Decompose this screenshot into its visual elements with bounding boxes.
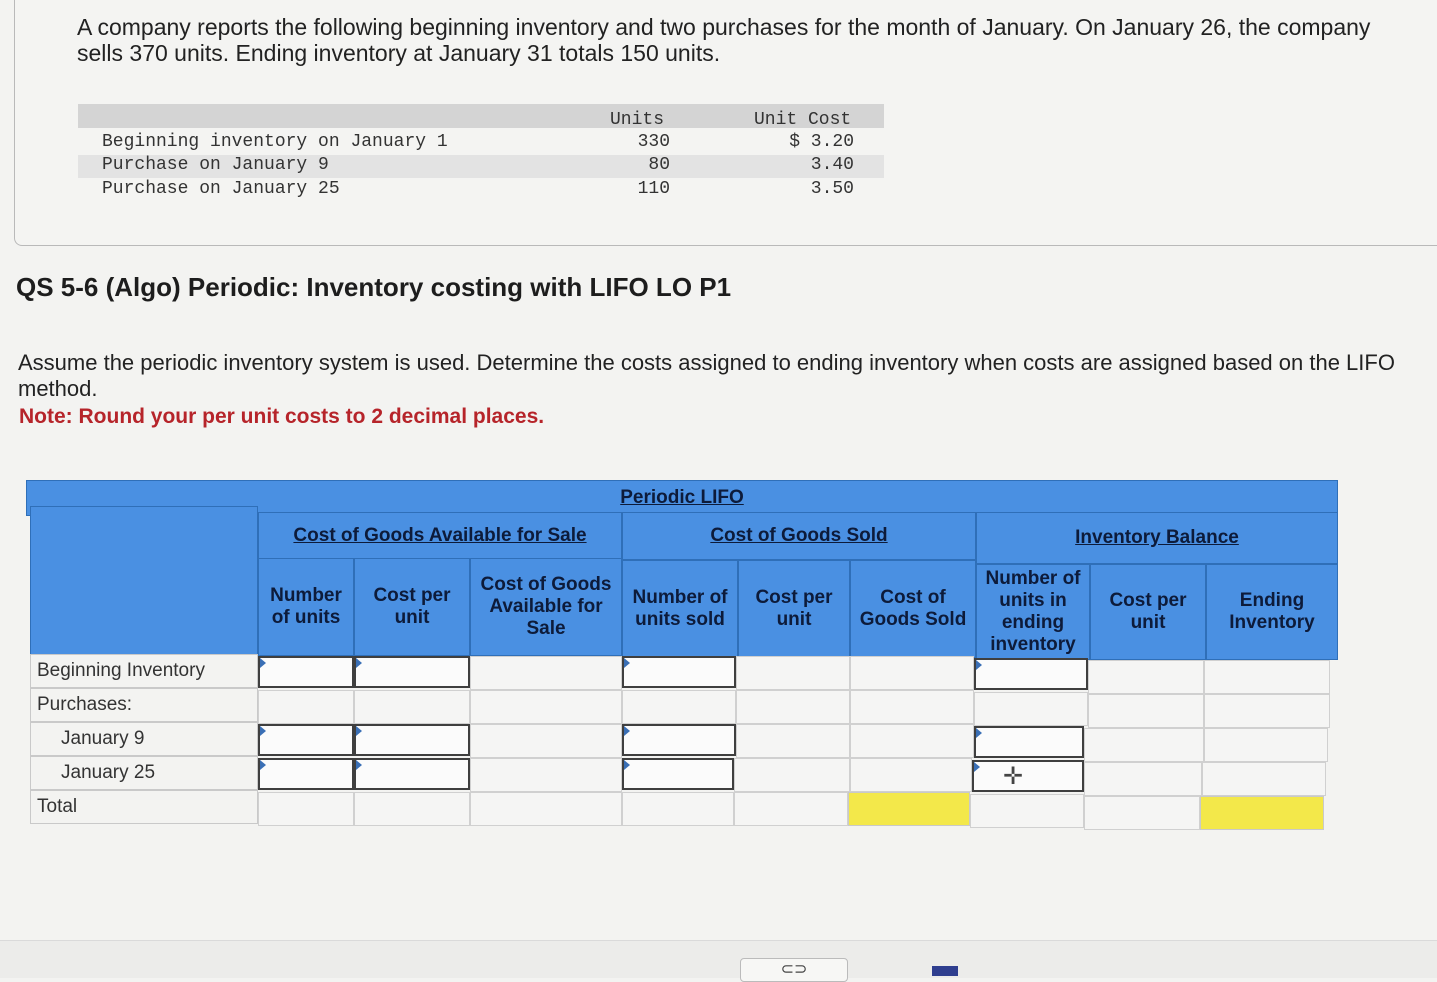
jan25-cost-per-unit-ending-cell — [1084, 762, 1202, 796]
dropdown-marker-icon — [356, 726, 362, 736]
group-header-balance — [976, 512, 1338, 564]
col-header-cost-per-unit: Cost per unit — [354, 558, 470, 656]
col-header-cost-per-unit-ending: Cost per unit — [1090, 564, 1206, 660]
beginning-cost-per-unit-input[interactable] — [354, 656, 470, 688]
periodic-lifo-worksheet — [26, 470, 1338, 830]
dropdown-marker-icon — [260, 760, 266, 770]
header-unit-cost: Unit Cost — [754, 110, 852, 130]
header-units: Units — [610, 110, 665, 130]
beginning-units-ending-input[interactable] — [974, 658, 1088, 690]
dropdown-marker-icon — [976, 728, 982, 738]
dropdown-marker-icon — [356, 658, 362, 668]
dropdown-marker-icon — [974, 762, 980, 772]
jan9-cogs-cell — [850, 724, 974, 758]
dropdown-marker-icon — [356, 760, 362, 770]
total-ending-inventory-highlight-cell — [1200, 796, 1324, 830]
group-header-available — [258, 512, 622, 560]
beginning-units-input[interactable] — [258, 656, 354, 688]
jan9-ending-inventory-cell — [1204, 728, 1328, 762]
dropdown-marker-icon — [976, 660, 982, 670]
inventory-row-jan9 — [78, 155, 884, 178]
jan25-units-sold-input[interactable] — [622, 758, 734, 790]
beginning-cogas-cell — [470, 656, 622, 690]
row-label: Beginning inventory on January 1 — [102, 132, 448, 152]
col-header-number-of-units: Number of units — [258, 558, 354, 656]
dropdown-marker-icon — [260, 658, 266, 668]
beginning-cogs-cell — [850, 656, 974, 690]
col-header-cost-per-unit-sold: Cost per unit — [738, 560, 850, 658]
group-sold-text: Cost of Goods Sold — [710, 525, 888, 546]
jan25-cogas-cell — [470, 758, 622, 792]
purchases-ending-inventory-cell — [1204, 694, 1330, 728]
purchases-cost-sold-cell — [736, 690, 850, 724]
row-beginning-inventory: Beginning Inventory — [30, 654, 258, 688]
dropdown-marker-icon — [624, 658, 630, 668]
row-january-9: January 9 — [30, 722, 258, 756]
row-units: 80 — [648, 155, 670, 175]
group-header-sold — [622, 512, 976, 560]
row-purchases: Purchases: — [30, 688, 258, 722]
purchases-units-ending-cell — [974, 692, 1088, 726]
dropdown-marker-icon — [624, 726, 630, 736]
row-total: Total — [30, 790, 258, 824]
jan25-cost-per-unit-input[interactable] — [354, 758, 470, 790]
jan9-cogas-cell — [470, 724, 622, 758]
jan9-units-sold-input[interactable] — [622, 724, 736, 756]
inventory-row-beginning — [78, 132, 884, 155]
link-icon[interactable]: ⊂⊃ — [740, 958, 848, 982]
total-cost-cell — [354, 792, 470, 826]
move-cursor-plus-icon: ✛ — [1002, 763, 1024, 790]
rounding-note: Note: Round your per unit costs to 2 decimal places. — [19, 405, 545, 428]
col-header-units-ending: Number of units in ending inventory — [976, 564, 1090, 660]
col-header-cost-goods-sold: Cost of Goods Sold — [850, 560, 976, 658]
row-unit-cost: 3.40 — [810, 155, 854, 175]
purchases-cost-cell — [354, 690, 470, 724]
col-header-ending-inventory: Ending Inventory — [1206, 564, 1338, 660]
inventory-table-header — [78, 104, 884, 128]
purchases-cogas-cell — [470, 690, 622, 724]
beginning-cost-per-unit-ending-cell — [1088, 660, 1204, 694]
jan25-cost-per-unit-sold-cell — [734, 758, 850, 792]
beginning-ending-inventory-cell — [1204, 660, 1330, 694]
total-cogas-cell — [470, 792, 622, 826]
jan9-units-input[interactable] — [258, 724, 354, 756]
question-instructions: Assume the periodic inventory system is used. Determine the costs assigned to ending inventory when costs are assigned based on the LIFO method. — [18, 350, 1395, 401]
jan25-ending-inventory-cell — [1202, 762, 1326, 796]
purchases-cogs-cell — [850, 690, 974, 724]
purchases-cost-ending-cell — [1088, 694, 1204, 728]
group-balance-text: Inventory Balance — [1075, 527, 1239, 548]
row-units: 330 — [637, 132, 670, 152]
beginning-cost-per-unit-sold-cell — [736, 656, 850, 690]
beginning-units-sold-input[interactable] — [622, 656, 736, 688]
purchases-units-sold-cell — [622, 690, 736, 724]
row-label-header-blank — [30, 506, 258, 656]
row-unit-cost: 3.50 — [810, 179, 854, 199]
grid-icon[interactable] — [932, 966, 958, 976]
total-cost-ending-cell — [1084, 796, 1200, 830]
row-label: Purchase on January 9 — [102, 155, 329, 175]
jan9-cost-per-unit-sold-cell — [736, 724, 850, 758]
bottom-toolbar — [0, 940, 1437, 978]
row-units: 110 — [637, 179, 670, 199]
problem-intro-text: A company reports the following beginning inventory and two purchases for the month of January. On January 26, the company sells 370 units. Ending inventory at January 31 totals 150 units. — [77, 14, 1371, 66]
jan9-cost-per-unit-input[interactable] — [354, 724, 470, 756]
col-header-cost-goods-available: Cost of Goods Available for Sale — [470, 558, 622, 656]
col-header-units-sold: Number of units sold — [622, 560, 738, 658]
total-units-sold-cell — [622, 792, 734, 826]
purchases-units-cell — [258, 690, 354, 724]
dropdown-marker-icon — [260, 726, 266, 736]
total-units-cell — [258, 792, 354, 826]
total-cost-sold-cell — [734, 792, 848, 826]
row-unit-cost: $ 3.20 — [789, 132, 854, 152]
jan25-units-input[interactable] — [258, 758, 354, 790]
row-january-25: January 25 — [30, 756, 258, 790]
row-label: Purchase on January 25 — [102, 179, 340, 199]
worksheet-title-text: Periodic LIFO — [620, 487, 744, 508]
jan9-cost-per-unit-ending-cell — [1084, 728, 1204, 762]
total-units-ending-cell — [970, 794, 1084, 828]
question-title: QS 5-6 (Algo) Periodic: Inventory costing with LIFO LO P1 — [16, 272, 732, 302]
inventory-row-jan25 — [78, 179, 884, 202]
total-cogs-highlight-cell — [848, 792, 970, 826]
group-available-text: Cost of Goods Available for Sale — [293, 525, 587, 546]
dropdown-marker-icon — [624, 760, 630, 770]
jan25-cogs-cell — [850, 758, 972, 792]
jan9-units-ending-input[interactable] — [974, 726, 1084, 758]
jan25-units-ending-input[interactable] — [972, 760, 1084, 792]
